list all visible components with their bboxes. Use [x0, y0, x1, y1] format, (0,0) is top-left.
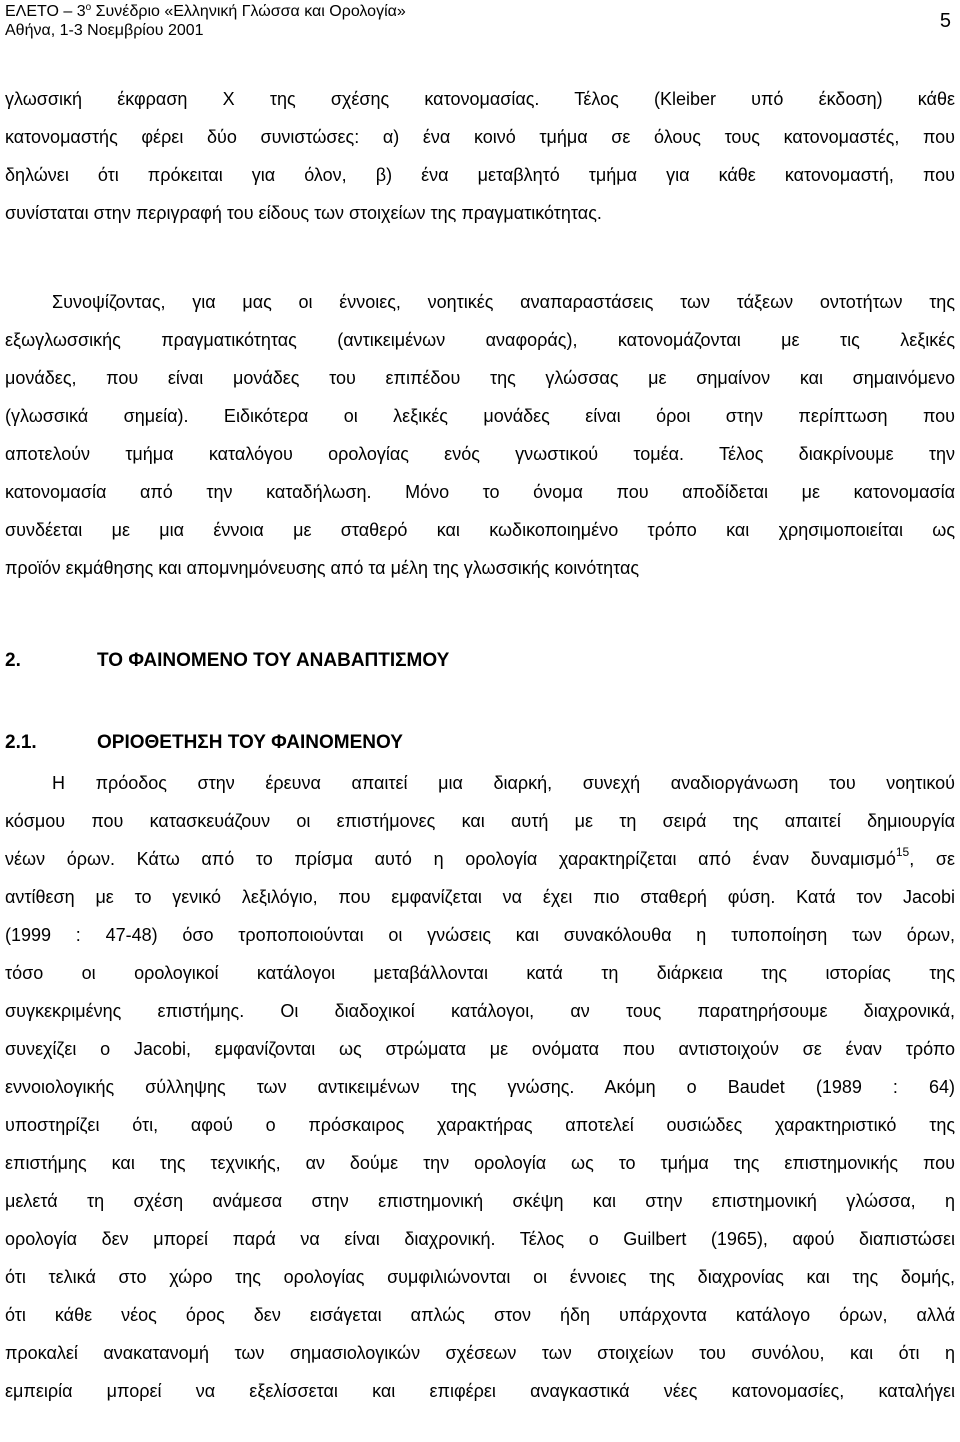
- text-line: συγκεκριμένης επιστήμης. Οι διαδοχικοί κατάλογοι, αν τους παρατηρήσουμε διαχρονικά,: [5, 1001, 955, 1021]
- paragraph-1: [5, 80, 955, 232]
- section-heading-2-1: 2.1. ΟΡΙΟΘΕΤΗΣΗ ΤΟΥ ΦΑΙΝΟΜΕΝΟΥ: [5, 732, 403, 753]
- footnote-ref[interactable]: 15: [895, 845, 910, 859]
- text-line: συνεχίζει ο Jacobi, εμφανίζονται ως στρώματα με ονόματα που αντιστοιχούν σε έναν τρόπο: [5, 1039, 955, 1059]
- paragraph-3: [5, 764, 955, 1410]
- conference-date: Αθήνα, 1-3 Νοεμβρίου 2001: [5, 22, 204, 39]
- text-line: Συνοψίζοντας, για μας οι έννοιες, νοητικές αναπαραστάσεις των τάξεων οντοτήτων της: [52, 292, 955, 312]
- text-line: ότι τελικά στο χώρο της ορολογίας συμφιλιώνονται οι έννοιες της διαχρονίας και της δομής,: [5, 1267, 955, 1287]
- text-line: επιστήμης και της τεχνικής, αν δούμε την ορολογία ως το τμήμα της επιστημονικής που: [5, 1153, 955, 1173]
- text-line: συνδέεται με μια έννοια με σταθερό και κωδικοποιημένο τρόπο και χρησιμοποιείται ως: [5, 520, 955, 540]
- text-line: ότι κάθε νέος όρος δεν εισάγεται απλώς στον ήδη υπάρχοντα κατάλογο όρων, αλλά: [5, 1305, 955, 1325]
- text-line: συνίσταται στην περιγραφή του είδους των στοιχείων της πραγματικότητας.: [5, 203, 602, 223]
- text-line: υποστηρίζει ότι, αφού ο πρόσκαιρος χαρακτήρας αποτελεί ουσιώδες χαρακτηριστικό της: [5, 1115, 955, 1135]
- text-line: δηλώνει ότι πρόκειται για όλον, β) ένα μεταβλητό τμήμα για κάθε κατονομαστή, που: [5, 165, 955, 185]
- text-line: τόσο οι ορολογικοί κατάλογοι μεταβάλλονται κατά τη διάρκεια της ιστορίας της: [5, 963, 955, 983]
- text-line: αντίθεση με το γενικό λεξιλόγιο, που εμφανίζεται να έχει πιο σταθερή φύση. Κατά τον Jacobi: [5, 887, 955, 907]
- paragraph-2: [5, 283, 955, 587]
- text-line: (1999 : 47-48) όσο τροποποιούνται οι γνώσεις και συνακόλουθα η τυποποίηση των όρων,: [5, 925, 955, 945]
- text-line: προϊόν εκμάθησης και απομνημόνευσης από τα μέλη της γλωσσικής κοινότητας: [5, 558, 640, 578]
- page-header: [5, 2, 955, 42]
- text-line: κόσμου που κατασκευάζουν οι επιστήμονες και αυτή με τη σειρά της απαιτεί δημιουργία: [5, 811, 955, 831]
- text-line: μονάδες, που είναι μονάδες του επιπέδου της γλώσσας με σημαίνον και σημαινόμενο: [5, 368, 955, 388]
- text-line: μελετά τη σχέση ανάμεσα στην επιστημονική σκέψη και στην επιστημονική γλώσσα, η: [5, 1191, 955, 1211]
- text-line: (γλωσσικά σημεία). Ειδικότερα οι λεξικές μονάδες είναι όροι στην περίπτωση που: [5, 406, 955, 426]
- text-line: κατονομαστής φέρει δύο συνιστώσες: α) ένα κοινό τμήμα σε όλους τους κατονομαστές, που: [5, 127, 955, 147]
- text-line: κατονομασία από την καταδήλωση. Μόνο το όνομα που αποδίδεται με κατονομασία: [5, 482, 955, 502]
- text-line: ορολογία δεν μπορεί παρά να είναι διαχρονική. Τέλος ο Guilbert (1965), αφού διαπιστώσει: [5, 1229, 955, 1249]
- text-line: νέων όρων. Κάτω από το πρίσμα αυτό η ορολογία χαρακτηρίζεται από έναν δυναμισμό$^{15}$, σε: [5, 845, 955, 869]
- page-number: 5: [939, 10, 951, 32]
- text-line: εξωγλωσσικής πραγματικότητας (αντικειμένων αναφοράς), κατονομάζονται με τις λεξικές: [5, 330, 955, 350]
- text-line: εμπειρία μπορεί να εξελίσσεται και επιφέρει αναγκαστικά νέες κατονομασίες, καταλήγει: [5, 1381, 955, 1401]
- text-line: εννοιολογικής σύλληψης των αντικειμένων της γνώσης. Ακόμη ο Baudet (1989 : 64): [5, 1077, 955, 1097]
- conference-title: ΕΛΕΤΟ – $3^o$ Συνέδριο «Ελληνική Γλώσσα και Ορολογία»: [5, 2, 406, 20]
- text-line: Η πρόοδος στην έρευνα απαιτεί μια διαρκή, συνεχή αναδιοργάνωση του νοητικού: [52, 773, 955, 793]
- section-heading-2: 2. ΤΟ ΦΑΙΝΟΜΕΝΟ ΤΟΥ ΑΝΑΒΑΠΤΙΣΜΟΥ: [5, 650, 450, 671]
- text-line: γλωσσική έκφραση Χ της σχέσης κατονομασίας. Τέλος (Kleiber υπό έκδοση) κάθε: [5, 89, 955, 109]
- text-line: προκαλεί ανακατανομή των σημασιολογικών σχέσεων των στοιχείων του συνόλου, και ότι η: [5, 1343, 955, 1363]
- text-line: αποτελούν τμήμα καταλόγου ορολογίας ενός γνωστικού τομέα. Τέλος διακρίνουμε την: [5, 444, 955, 464]
